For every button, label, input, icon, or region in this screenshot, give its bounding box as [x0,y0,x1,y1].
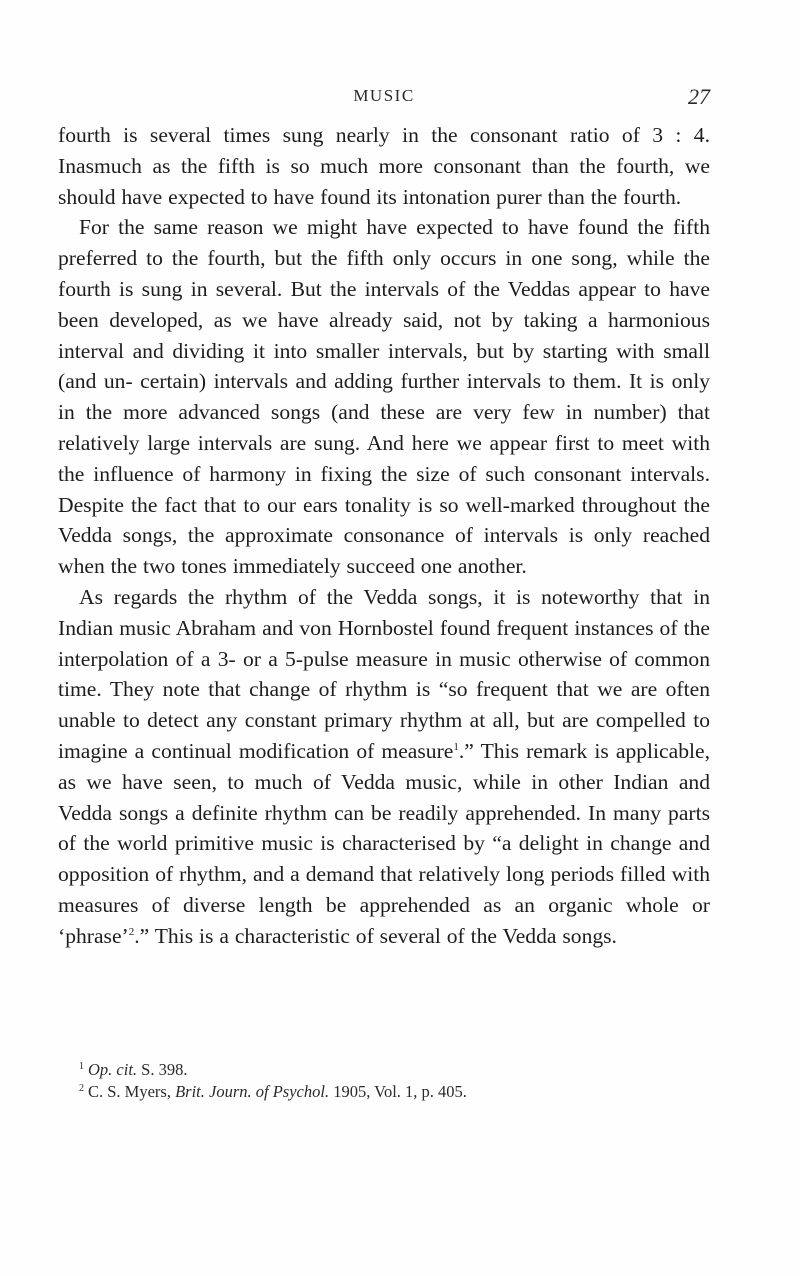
body-text [58,120,710,952]
footnote-2 [79,1081,710,1103]
footnotes [79,1059,710,1103]
paragraph-rhythm [58,582,710,952]
footnote-ref-2: 2 [128,925,135,938]
footnote-citation-italic: Op. cit. [88,1060,138,1079]
paragraph-rhythm-part-2: .” This remark is applicable, as we have seen, to much of Vedda music, while in other Indian and Vedda songs a definite rhythm can be readily apprehended. In many parts of the world primitive music is characterised by “a delight in change and opposition of rhythm, and a demand that relatively long periods filled with measures of diverse length be apprehended as an organic whole or ‘phrase’ [58,738,711,948]
footnote-ref-1: 1 [453,740,459,753]
page-number: 27 [688,84,710,109]
paragraph-rhythm-part-3: .” This is a characteristic of several of the Vedda songs. [134,923,617,948]
footnote-citation-rest: S. 398. [137,1060,188,1079]
paragraph-continuation: fourth is several times sung nearly in the consonant ratio of 3 : 4. Inasmuch as the fifth is so much more consonant than the fourth, we should have expected to have found its intonation purer than the fourth. [58,123,710,209]
paragraph-intervals: For the same reason we might have expected to have found the fifth preferred to the fourth, but the fifth only occurs in one song, while the fourth is sung in several. But the intervals of the Veddas appear to have been developed, as we have already said, not by taking a harmonious interval and dividing it into smaller intervals, but by starting with small (and un- certain) intervals and adding further intervals to them. It is only in the more advanced songs (and these are very few in number) that relatively large intervals are sung. And here we appear first to meet with the influence of harmony in fixing the size of such consonant intervals. Despite the fact that to our ears tonality is so well-marked throughout the Vedda songs, the approximate consonance of intervals is only reached when the two tones immediately succeed one another. [58,215,710,579]
running-title: MUSIC [353,86,415,105]
footnote-marker: 1 [79,1061,84,1072]
footnote-author: C. S. Myers, [88,1082,176,1101]
footnote-journal: Brit. Journ. of Psychol. [175,1082,330,1101]
footnote-marker: 2 [79,1083,84,1094]
running-head [58,86,710,114]
footnote-1 [79,1059,710,1081]
footnote-citation-rest: 1905, Vol. 1, p. 405. [329,1082,467,1101]
paragraph-rhythm-part-1: As regards the rhythm of the Vedda songs, it is noteworthy that in Indian music Abraham and von Hornbostel found frequent instances of the interpolation of a 3- or a 5-pulse measure in music otherwise of common time. They note that change of rhythm is “so frequent that we are often unable to detect any constant primary rhythm at all, but are compelled to imagine a continual modification of measure [58,584,710,763]
